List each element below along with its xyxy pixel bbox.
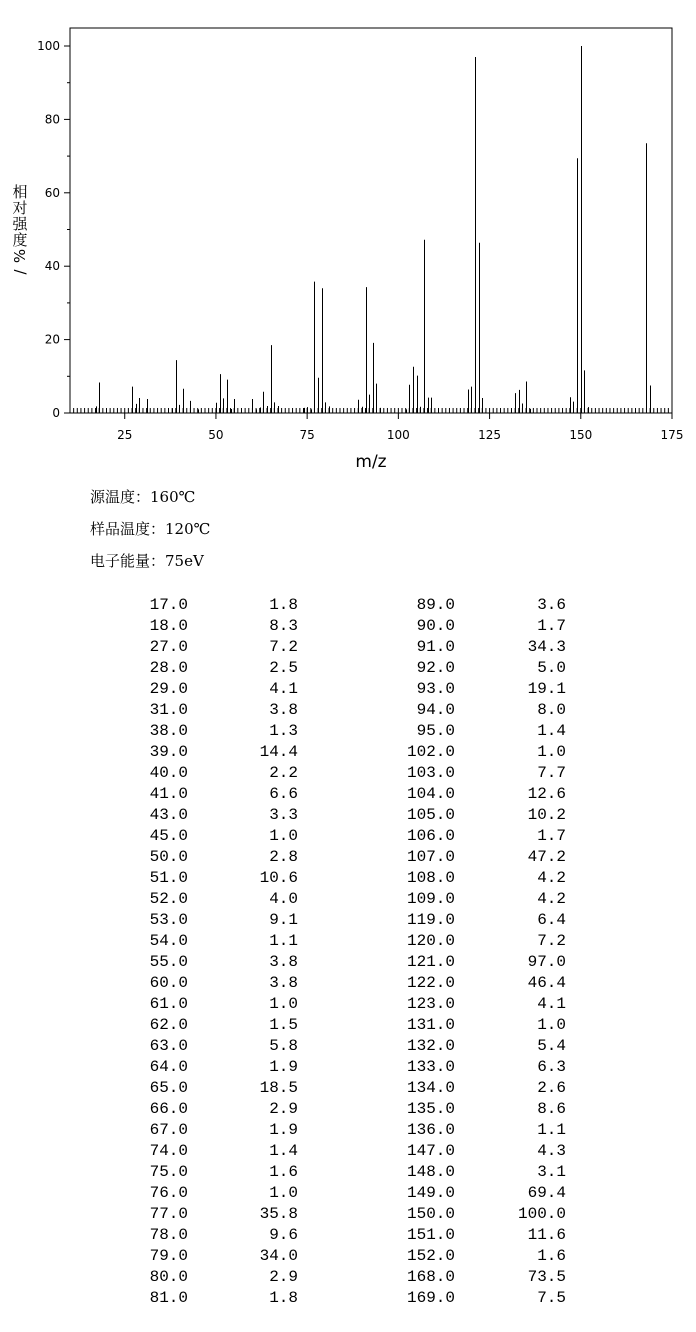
intensity-cell: 73.5	[527, 1268, 566, 1286]
intensity-cell: 9.6	[269, 1226, 298, 1244]
intensity-cell: 97.0	[527, 953, 566, 971]
mz-cell: 89.0	[416, 596, 455, 614]
intensity-cell: 6.3	[537, 1058, 566, 1076]
source-temperature: 源温度：160℃	[90, 488, 196, 506]
mz-cell: 31.0	[149, 701, 188, 719]
intensity-cell: 2.9	[269, 1100, 298, 1118]
mz-cell: 67.0	[149, 1121, 188, 1139]
intensity-cell: 12.6	[527, 785, 566, 803]
y-tick-label: 20	[44, 332, 60, 347]
intensity-cell: 4.2	[537, 890, 566, 908]
intensity-cell: 34.0	[259, 1247, 298, 1265]
intensity-cell: 2.6	[537, 1079, 566, 1097]
intensity-cell: 7.5	[537, 1289, 566, 1307]
mz-cell: 133.0	[406, 1058, 455, 1076]
peak-table-row	[0, 638, 696, 659]
mz-cell: 17.0	[149, 596, 188, 614]
mz-cell: 132.0	[406, 1037, 455, 1055]
y-axis-label-char: %	[11, 248, 29, 264]
mz-cell: 136.0	[406, 1121, 455, 1139]
intensity-cell: 3.8	[269, 953, 298, 971]
peak-table-row	[0, 1163, 696, 1184]
x-tick-label: 75	[299, 428, 315, 442]
mz-cell: 152.0	[406, 1247, 455, 1265]
intensity-cell: 1.9	[269, 1058, 298, 1076]
mz-cell: 81.0	[149, 1289, 188, 1307]
peak-table-row	[0, 806, 696, 827]
mz-cell: 168.0	[406, 1268, 455, 1286]
mz-cell: 151.0	[406, 1226, 455, 1244]
x-tick-label: 25	[117, 428, 133, 442]
intensity-cell: 8.0	[537, 701, 566, 719]
peak-table	[0, 596, 696, 1310]
mz-cell: 28.0	[149, 659, 188, 677]
mz-cell: 103.0	[406, 764, 455, 782]
intensity-cell: 47.2	[527, 848, 566, 866]
mz-cell: 90.0	[416, 617, 455, 635]
intensity-cell: 2.8	[269, 848, 298, 866]
intensity-cell: 1.7	[537, 827, 566, 845]
intensity-cell: 1.8	[269, 1289, 298, 1307]
x-tick-label: 100	[386, 428, 410, 442]
intensity-cell: 1.1	[269, 932, 298, 950]
intensity-cell: 1.0	[537, 1016, 566, 1034]
x-tick-label: 175	[660, 428, 684, 442]
x-tick-label: 125	[478, 428, 502, 442]
intensity-cell: 4.0	[269, 890, 298, 908]
peak-table-row	[0, 617, 696, 638]
intensity-cell: 3.1	[537, 1163, 566, 1181]
x-axis-label: m/z	[355, 452, 387, 472]
mz-cell: 169.0	[406, 1289, 455, 1307]
peak-table-row	[0, 1121, 696, 1142]
peak-table-row	[0, 827, 696, 848]
x-tick-label: 50	[208, 428, 224, 442]
intensity-cell: 1.1	[537, 1121, 566, 1139]
intensity-cell: 69.4	[527, 1184, 566, 1202]
mz-cell: 104.0	[406, 785, 455, 803]
mz-cell: 131.0	[406, 1016, 455, 1034]
peak-table-row	[0, 1268, 696, 1289]
mz-cell: 45.0	[149, 827, 188, 845]
intensity-cell: 3.8	[269, 701, 298, 719]
intensity-cell: 4.1	[269, 680, 298, 698]
mz-cell: 119.0	[406, 911, 455, 929]
mz-cell: 74.0	[149, 1142, 188, 1160]
experimental-conditions	[90, 484, 210, 580]
intensity-cell: 1.6	[269, 1163, 298, 1181]
y-tick-label: 40	[44, 259, 60, 274]
mz-cell: 52.0	[149, 890, 188, 908]
y-axis-label-char: 对	[12, 199, 28, 217]
peak-table-row	[0, 596, 696, 617]
mz-cell: 92.0	[416, 659, 455, 677]
x-axis-ticks	[117, 413, 683, 442]
peak-table-row	[0, 1016, 696, 1037]
mz-cell: 148.0	[406, 1163, 455, 1181]
mz-cell: 102.0	[406, 743, 455, 761]
intensity-cell: 18.5	[259, 1079, 298, 1097]
intensity-cell: 1.7	[537, 617, 566, 635]
intensity-cell: 35.8	[259, 1205, 298, 1223]
peak-table-row	[0, 932, 696, 953]
peak-bars	[97, 46, 651, 413]
peak-table-row	[0, 974, 696, 995]
mz-cell: 147.0	[406, 1142, 455, 1160]
mz-cell: 38.0	[149, 722, 188, 740]
mz-cell: 79.0	[149, 1247, 188, 1265]
mz-cell: 123.0	[406, 995, 455, 1013]
mz-cell: 53.0	[149, 911, 188, 929]
mz-cell: 105.0	[406, 806, 455, 824]
mz-cell: 40.0	[149, 764, 188, 782]
x-tick-label: 150	[569, 428, 593, 442]
mz-cell: 95.0	[416, 722, 455, 740]
intensity-cell: 8.6	[537, 1100, 566, 1118]
intensity-cell: 1.9	[269, 1121, 298, 1139]
y-axis-label-char: 度	[12, 231, 28, 249]
intensity-cell: 100.0	[517, 1205, 566, 1223]
peak-table-row	[0, 911, 696, 932]
mz-cell: 93.0	[416, 680, 455, 698]
mz-cell: 76.0	[149, 1184, 188, 1202]
peak-table-row	[0, 764, 696, 785]
peak-table-row	[0, 659, 696, 680]
intensity-cell: 7.2	[537, 932, 566, 950]
y-axis-ticks	[37, 39, 70, 420]
peak-table-row	[0, 1205, 696, 1226]
mz-cell: 29.0	[149, 680, 188, 698]
mz-cell: 120.0	[406, 932, 455, 950]
mz-cell: 77.0	[149, 1205, 188, 1223]
peak-table-row	[0, 1037, 696, 1058]
intensity-cell: 2.5	[269, 659, 298, 677]
peak-table-row	[0, 722, 696, 743]
mz-cell: 62.0	[149, 1016, 188, 1034]
intensity-cell: 2.2	[269, 764, 298, 782]
peak-table-row	[0, 1247, 696, 1268]
intensity-cell: 1.4	[537, 722, 566, 740]
mz-cell: 109.0	[406, 890, 455, 908]
mz-cell: 41.0	[149, 785, 188, 803]
intensity-cell: 1.0	[269, 995, 298, 1013]
mz-cell: 121.0	[406, 953, 455, 971]
intensity-cell: 6.4	[537, 911, 566, 929]
intensity-cell: 6.6	[269, 785, 298, 803]
peak-table-row	[0, 890, 696, 911]
mz-cell: 78.0	[149, 1226, 188, 1244]
intensity-cell: 1.8	[269, 596, 298, 614]
intensity-cell: 7.7	[537, 764, 566, 782]
x-minor-ticks	[74, 408, 669, 413]
peak-table-row	[0, 1184, 696, 1205]
y-axis-label-char: /	[11, 269, 29, 275]
mz-cell: 66.0	[149, 1100, 188, 1118]
mz-cell: 106.0	[406, 827, 455, 845]
intensity-cell: 9.1	[269, 911, 298, 929]
intensity-cell: 11.6	[527, 1226, 566, 1244]
peak-table-row	[0, 1289, 696, 1310]
intensity-cell: 46.4	[527, 974, 566, 992]
mz-cell: 60.0	[149, 974, 188, 992]
intensity-cell: 1.6	[537, 1247, 566, 1265]
intensity-cell: 19.1	[527, 680, 566, 698]
y-axis-label	[10, 184, 30, 280]
intensity-cell: 34.3	[527, 638, 566, 656]
peak-table-row	[0, 995, 696, 1016]
mz-cell: 61.0	[149, 995, 188, 1013]
mz-cell: 150.0	[406, 1205, 455, 1223]
peak-table-row	[0, 1079, 696, 1100]
y-axis-label-char: 强	[12, 215, 28, 233]
peak-table-row	[0, 953, 696, 974]
peak-table-row	[0, 1058, 696, 1079]
intensity-cell: 4.1	[537, 995, 566, 1013]
mz-cell: 65.0	[149, 1079, 188, 1097]
peak-table-row	[0, 743, 696, 764]
mz-cell: 75.0	[149, 1163, 188, 1181]
sample-temperature: 样品温度：120℃	[90, 520, 211, 538]
mz-cell: 18.0	[149, 617, 188, 635]
intensity-cell: 14.4	[259, 743, 298, 761]
mz-cell: 149.0	[406, 1184, 455, 1202]
peak-table-row	[0, 848, 696, 869]
intensity-cell: 1.0	[269, 827, 298, 845]
mz-cell: 63.0	[149, 1037, 188, 1055]
intensity-cell: 1.0	[537, 743, 566, 761]
peak-table-row	[0, 1226, 696, 1247]
y-axis-label-char: 相	[12, 183, 28, 201]
mz-cell: 134.0	[406, 1079, 455, 1097]
intensity-cell: 1.3	[269, 722, 298, 740]
mz-cell: 64.0	[149, 1058, 188, 1076]
mz-cell: 51.0	[149, 869, 188, 887]
intensity-cell: 3.6	[537, 596, 566, 614]
intensity-cell: 5.4	[537, 1037, 566, 1055]
mz-cell: 43.0	[149, 806, 188, 824]
mz-cell: 108.0	[406, 869, 455, 887]
mz-cell: 135.0	[406, 1100, 455, 1118]
intensity-cell: 10.2	[527, 806, 566, 824]
intensity-cell: 5.0	[537, 659, 566, 677]
intensity-cell: 1.0	[269, 1184, 298, 1202]
mz-cell: 39.0	[149, 743, 188, 761]
intensity-cell: 3.3	[269, 806, 298, 824]
intensity-cell: 5.8	[269, 1037, 298, 1055]
y-tick-label: 80	[44, 112, 60, 127]
peak-table-row	[0, 1100, 696, 1121]
y-tick-label: 100	[37, 39, 60, 53]
peak-table-row	[0, 785, 696, 806]
peak-table-row	[0, 869, 696, 890]
electron-energy: 电子能量：75eV	[90, 552, 204, 570]
mz-cell: 94.0	[416, 701, 455, 719]
peak-table-row	[0, 1142, 696, 1163]
intensity-cell: 3.8	[269, 974, 298, 992]
y-tick-label: 60	[44, 185, 60, 200]
intensity-cell: 10.6	[259, 869, 298, 887]
mz-cell: 80.0	[149, 1268, 188, 1286]
intensity-cell: 4.3	[537, 1142, 566, 1160]
mass-spectrum-chart	[0, 0, 696, 480]
intensity-cell: 8.3	[269, 617, 298, 635]
intensity-cell: 7.2	[269, 638, 298, 656]
intensity-cell: 2.9	[269, 1268, 298, 1286]
peak-table-row	[0, 680, 696, 701]
mz-cell: 91.0	[416, 638, 455, 656]
mz-cell: 54.0	[149, 932, 188, 950]
intensity-cell: 4.2	[537, 869, 566, 887]
intensity-cell: 1.4	[269, 1142, 298, 1160]
mz-cell: 122.0	[406, 974, 455, 992]
mz-cell: 50.0	[149, 848, 188, 866]
peak-table-row	[0, 701, 696, 722]
mz-cell: 107.0	[406, 848, 455, 866]
y-tick-label: 0	[52, 406, 60, 420]
mz-cell: 27.0	[149, 638, 188, 656]
intensity-cell: 1.5	[269, 1016, 298, 1034]
mz-cell: 55.0	[149, 953, 188, 971]
